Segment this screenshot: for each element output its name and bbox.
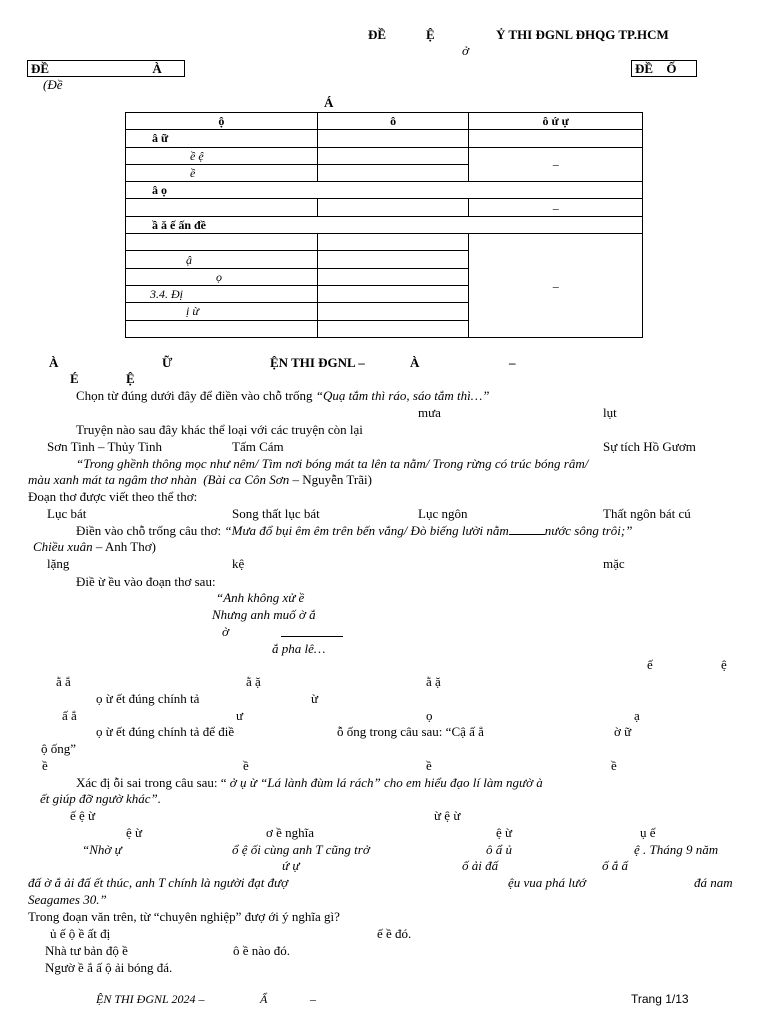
poem-excerpt-end: màu xanh mát ta ngâm thơ nhàn (Bài ca Côn Sơn – Nguyễn Trãi) bbox=[28, 472, 372, 487]
exam-label-b: À bbox=[152, 61, 162, 76]
passage-line: đá nam bbox=[694, 875, 733, 890]
question-text: Điền vào chỗ trống câu thơ: “Mưa đổ bụi êm êm trên bến vắng/ Đò biếng lười nằm nước sông trôi;” bbox=[76, 523, 633, 538]
table-cell-range: – bbox=[469, 234, 643, 338]
passage-line: ệ . Tháng 9 năm bbox=[634, 842, 719, 857]
answer-option: ệ ừ bbox=[126, 825, 143, 840]
table-row-label: ề bbox=[126, 164, 318, 181]
exam-label-a: ĐỀ bbox=[31, 61, 50, 76]
answer-option: Lục ngôn bbox=[418, 506, 468, 521]
section-subheading-b: Ệ bbox=[126, 371, 135, 386]
poem-line: “Anh không xử ề bbox=[216, 590, 305, 605]
table-header-questions: ô bbox=[317, 113, 469, 130]
doc-title-part1: ĐỀ bbox=[368, 27, 387, 42]
section-subheading-a: É bbox=[70, 371, 79, 386]
table-header-order: ô ứ ự bbox=[469, 113, 643, 130]
table-row-label: ọ bbox=[126, 268, 318, 285]
answer-option: lặng bbox=[47, 556, 70, 571]
exam-code-a: ĐỀ bbox=[635, 61, 654, 76]
answer-option: ằ ặ bbox=[246, 674, 261, 689]
question-text: ọ ừ ết đúng chính tả bbox=[96, 691, 200, 706]
answer-option: Sự tích Hồ Gươm bbox=[603, 439, 696, 454]
question-text: Đoạn thơ được viết theo thể thơ: bbox=[28, 489, 198, 504]
answer-option: ô ề nào đó. bbox=[233, 943, 291, 958]
poem-line: ờ bbox=[222, 624, 229, 639]
answer-option: ề bbox=[426, 758, 432, 773]
exam-label-box bbox=[27, 60, 185, 77]
section-heading-d: À bbox=[410, 355, 420, 370]
answer-option: ụ ế bbox=[640, 825, 656, 840]
doc-title-part2: Ệ bbox=[426, 27, 435, 42]
answer-option: Tấm Cám bbox=[232, 439, 284, 454]
fragment: ỗ ống trong câu sau: “Cậ ấ ẳ bbox=[337, 724, 484, 739]
answer-option: ấ ắ bbox=[62, 708, 77, 723]
passage-line: “Nhờ ự bbox=[82, 842, 122, 857]
poem-excerpt: “Trong ghềnh thông mọc như nêm/ Tìm nơi bóng mát ta lên ta nằm/ Trong rừng có trúc bóng râm/ bbox=[76, 456, 589, 471]
table-cell-range: – bbox=[469, 147, 643, 182]
doc-title-part3: Ỷ THI ĐGNL ĐHQG TP.HCM bbox=[496, 27, 669, 42]
answer-option: ạ bbox=[634, 708, 640, 723]
page-number: Trang 1/13 bbox=[631, 992, 689, 1006]
exam-structure-table bbox=[125, 112, 643, 338]
passage-line: ứ ự bbox=[282, 858, 300, 873]
passage-line: Seagames 30.” bbox=[28, 892, 107, 907]
exam-code-box bbox=[631, 60, 697, 77]
answer-option: ệ ừ bbox=[496, 825, 513, 840]
answer-option: ằ ặ bbox=[426, 674, 441, 689]
section-heading-e: – bbox=[509, 355, 516, 370]
answer-option: Nhà tư bản độ ề bbox=[45, 943, 128, 958]
answer-option: ề bbox=[611, 758, 617, 773]
fragment: ế bbox=[647, 657, 653, 672]
section-heading-a: À bbox=[49, 355, 59, 370]
answer-option: Sơn Tinh – Thủy Tinh bbox=[47, 439, 163, 454]
question-text-cont: ết giúp đỡ ngườ khác”. bbox=[40, 791, 161, 806]
passage-line: đấ ờ ắ ải đấ ết thúc, anh T chính là người đạt đượ bbox=[28, 875, 289, 890]
table-caption: Á bbox=[324, 95, 334, 110]
question-text: Truyện nào sau đây khác thể loại với các truyện còn lại bbox=[76, 422, 363, 437]
table-row-label: 3.4. Đị bbox=[126, 285, 318, 302]
exam-note: (Đề bbox=[43, 77, 63, 92]
footer-title-b: Ẩ bbox=[260, 992, 268, 1006]
answer-option: Ngườ ề ắ ấ ộ ải bóng đá. bbox=[45, 960, 173, 975]
answer-option: ế ệ ừ bbox=[70, 808, 96, 823]
section-heading-c: ỆN THI ĐGNL – bbox=[270, 355, 365, 370]
passage-line: ố ải đấ bbox=[462, 858, 499, 873]
answer-option: ọ bbox=[426, 708, 433, 723]
table-cell-range: – bbox=[469, 199, 643, 216]
table-row-label: ầ ă ế ấn đề bbox=[126, 216, 643, 233]
passage-line: ố ắ ấ bbox=[602, 858, 628, 873]
answer-option: lụt bbox=[603, 405, 617, 420]
passage-line: ổ ệ ối cùng anh T cũng trở bbox=[232, 842, 370, 857]
question-text: Chọn từ đúng dưới đây để điền vào chỗ trống “Quạ tắm thì ráo, sáo tắm thì…” bbox=[76, 388, 490, 403]
answer-option: ề bbox=[42, 758, 48, 773]
answer-option: ơ ề nghĩa bbox=[266, 825, 315, 840]
table-row-label: ậ bbox=[126, 251, 318, 268]
answer-option: ằ ắ bbox=[56, 674, 71, 689]
answer-option: mưa bbox=[418, 405, 441, 420]
poem-line: ắ pha lê… bbox=[272, 641, 326, 656]
answer-option: ề bbox=[243, 758, 249, 773]
doc-subtitle: ở bbox=[462, 43, 469, 58]
footer-title: ỆN THI ĐGNL 2024 – bbox=[96, 992, 205, 1006]
answer-option: ừ ệ ừ bbox=[434, 808, 461, 823]
fragment: ệ bbox=[721, 657, 727, 672]
answer-option: kệ bbox=[232, 556, 245, 571]
answer-option: Lục bát bbox=[47, 506, 87, 521]
answer-option: mặc bbox=[603, 556, 625, 571]
table-row-label: â ọ bbox=[126, 182, 643, 199]
passage-line: ô ẩ ủ bbox=[486, 842, 512, 857]
fragment: ờ ữ bbox=[614, 724, 632, 739]
citation: Chiều xuân – Anh Thơ) bbox=[33, 539, 156, 554]
question-text: Xác đị ỗi sai trong câu sau: “ ở ụ ừ “Lá lành đùm lá rách” cho em hiểu đạo lí làm ngườ à bbox=[76, 775, 543, 790]
poem-blank-line bbox=[281, 636, 343, 637]
answer-option: Thất ngôn bát cú bbox=[603, 506, 691, 521]
question-text: Điề ừ ều vào đoạn thơ sau: bbox=[76, 574, 216, 589]
fragment: ộ ống” bbox=[41, 741, 77, 756]
answer-option: ế ề đó. bbox=[377, 926, 412, 941]
question-text: ọ ừ ết đúng chính tả để điề bbox=[96, 724, 235, 739]
answer-option: ủ ế ộ ề ất đị bbox=[50, 926, 111, 941]
table-row-label: â ữ bbox=[126, 130, 318, 147]
fragment: ừ bbox=[311, 691, 319, 706]
footer-title-c: – bbox=[310, 992, 316, 1006]
answer-option: ư bbox=[236, 708, 244, 723]
answer-option: Song thất lục bát bbox=[232, 506, 320, 521]
section-heading-b: Ữ bbox=[162, 355, 173, 370]
exam-code-b: Ố bbox=[666, 61, 677, 76]
poem-line: Nhưng anh muố ờ ắ bbox=[212, 607, 316, 622]
table-row-label: ề ệ bbox=[126, 147, 318, 164]
question-text: Trong đoạn văn trên, từ “chuyên nghiệp” đượ ới ý nghĩa gì? bbox=[28, 909, 340, 924]
table-header-section: ộ bbox=[126, 113, 318, 130]
table-row-label: ị ừ bbox=[126, 303, 318, 320]
passage-line: ệu vua phá lướ bbox=[508, 875, 586, 890]
